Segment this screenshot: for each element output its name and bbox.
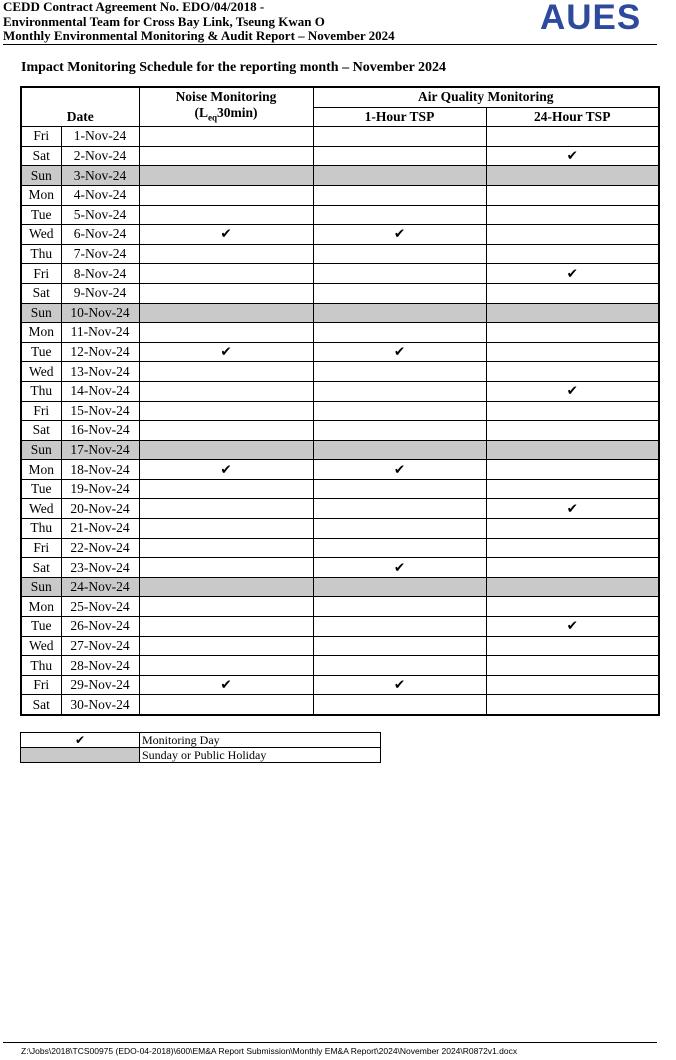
header-line-1: CEDD Contract Agreement No. EDO/04/2018 -	[3, 0, 265, 14]
tsp24-cell	[486, 519, 659, 539]
day-cell: Sun	[21, 577, 61, 597]
noise-cell	[139, 264, 313, 284]
tsp24-cell	[486, 440, 659, 460]
noise-cell	[139, 283, 313, 303]
day-cell: Fri	[21, 675, 61, 695]
tsp24-cell	[486, 558, 659, 578]
date-cell: 30-Nov-24	[61, 695, 139, 715]
tsp1-cell	[313, 558, 486, 578]
noise-cell	[139, 656, 313, 676]
tsp1-cell	[313, 597, 486, 617]
tsp1-cell	[313, 323, 486, 343]
header-divider	[3, 44, 657, 45]
date-cell: 23-Nov-24	[61, 558, 139, 578]
tsp1-cell	[313, 519, 486, 539]
tsp24-cell	[486, 479, 659, 499]
day-cell: Thu	[21, 381, 61, 401]
noise-cell	[139, 440, 313, 460]
check-icon: ✔	[566, 148, 578, 164]
date-cell: 20-Nov-24	[61, 499, 139, 519]
noise-cell	[139, 519, 313, 539]
noise-cell	[139, 362, 313, 382]
tsp1-cell	[313, 225, 486, 245]
schedule-body	[21, 127, 659, 715]
noise-cell	[139, 577, 313, 597]
tsp1-cell	[313, 185, 486, 205]
date-cell: 29-Nov-24	[61, 675, 139, 695]
table-row	[21, 695, 659, 715]
day-cell: Sat	[21, 695, 61, 715]
date-cell: 19-Nov-24	[61, 479, 139, 499]
date-cell: 3-Nov-24	[61, 166, 139, 186]
day-cell: Sun	[21, 440, 61, 460]
tsp1-cell	[313, 695, 486, 715]
tsp24-cell	[486, 323, 659, 343]
table-row	[21, 558, 659, 578]
check-icon: ✔	[220, 226, 232, 242]
date-cell: 15-Nov-24	[61, 401, 139, 421]
tsp1-cell	[313, 401, 486, 421]
tsp24-cell	[486, 303, 659, 323]
date-cell: 5-Nov-24	[61, 205, 139, 225]
check-icon: ✔	[220, 344, 232, 360]
date-cell: 4-Nov-24	[61, 185, 139, 205]
check-icon: ✔	[220, 461, 232, 477]
noise-header-line-1: Noise Monitoring	[175, 88, 277, 104]
day-cell: Fri	[21, 538, 61, 558]
tsp1-cell	[313, 460, 486, 480]
tsp1-cell	[313, 264, 486, 284]
table-row	[21, 597, 659, 617]
check-icon: ✔	[393, 461, 406, 477]
table-row	[21, 401, 659, 421]
table-row	[21, 479, 659, 499]
tsp24-cell	[486, 146, 659, 166]
day-cell: Tue	[21, 342, 61, 362]
table-row	[21, 185, 659, 205]
tsp1-cell	[313, 499, 486, 519]
noise-cell	[139, 421, 313, 441]
check-icon: ✔	[393, 344, 406, 360]
check-icon: ✔	[393, 677, 406, 693]
check-icon: ✔	[566, 265, 578, 281]
check-icon: ✔	[393, 226, 406, 242]
tsp24-cell	[486, 597, 659, 617]
header-line-3: Monthly Environmental Monitoring & Audit Report – November 2024	[3, 28, 395, 43]
tsp1-cell	[313, 577, 486, 597]
legend-check-symbol: ✔	[21, 733, 140, 748]
table-row	[21, 264, 659, 284]
tsp1-cell	[313, 303, 486, 323]
table-row	[21, 146, 659, 166]
day-cell: Mon	[21, 597, 61, 617]
table-row	[21, 127, 659, 147]
report-header	[3, 0, 395, 44]
day-cell: Fri	[21, 401, 61, 421]
date-header	[21, 87, 139, 127]
table-row	[21, 244, 659, 264]
table-row	[21, 342, 659, 362]
tsp24-cell	[486, 342, 659, 362]
noise-cell	[139, 479, 313, 499]
header-line-2: Environmental Team for Cross Bay Link, Tseung Kwan O	[3, 13, 325, 29]
table-row	[21, 636, 659, 656]
check-icon: ✔	[566, 500, 578, 516]
noise-cell	[139, 225, 313, 245]
table-row	[21, 303, 659, 323]
date-cell: 11-Nov-24	[61, 323, 139, 343]
day-cell: Wed	[21, 362, 61, 382]
date-cell: 1-Nov-24	[61, 127, 139, 147]
table-row	[21, 519, 659, 539]
tsp24-cell	[486, 381, 659, 401]
table-row	[21, 656, 659, 676]
date-cell: 26-Nov-24	[61, 617, 139, 637]
noise-cell	[139, 499, 313, 519]
day-cell: Thu	[21, 519, 61, 539]
noise-cell	[139, 127, 313, 147]
tsp24-cell	[486, 460, 659, 480]
day-cell: Mon	[21, 185, 61, 205]
tsp24-cell	[486, 636, 659, 656]
date-cell: 10-Nov-24	[61, 303, 139, 323]
date-cell: 13-Nov-24	[61, 362, 139, 382]
tsp24-cell	[486, 225, 659, 245]
tsp24-cell	[486, 421, 659, 441]
day-cell: Sun	[21, 166, 61, 186]
day-cell: Tue	[21, 479, 61, 499]
day-cell: Wed	[21, 225, 61, 245]
noise-cell	[139, 636, 313, 656]
check-icon: ✔	[566, 618, 578, 634]
noise-cell	[139, 303, 313, 323]
tsp1-cell	[313, 656, 486, 676]
noise-cell	[139, 401, 313, 421]
date-cell: 27-Nov-24	[61, 636, 139, 656]
day-cell: Fri	[21, 264, 61, 284]
date-cell: 16-Nov-24	[61, 421, 139, 441]
tsp24-cell	[486, 283, 659, 303]
footer-divider	[3, 1042, 657, 1043]
date-cell: 18-Nov-24	[61, 460, 139, 480]
noise-cell	[139, 695, 313, 715]
tsp24-cell	[486, 244, 659, 264]
date-header-label: Date	[66, 109, 94, 125]
tsp1-cell	[313, 146, 486, 166]
tsp1-cell	[313, 675, 486, 695]
date-cell: 21-Nov-24	[61, 519, 139, 539]
noise-cell	[139, 342, 313, 362]
day-cell: Sat	[21, 146, 61, 166]
table-row	[21, 617, 659, 637]
legend-holiday-label: Sunday or Public Holiday	[140, 748, 381, 763]
tsp24-cell	[486, 656, 659, 676]
tsp1-cell	[313, 342, 486, 362]
noise-header-line-2: $(L_{eq}30\min)$	[194, 104, 258, 123]
tsp24-cell	[486, 695, 659, 715]
monitoring-schedule-table	[20, 86, 660, 716]
table-row	[21, 499, 659, 519]
tsp24-cell	[486, 166, 659, 186]
tsp1-cell	[313, 479, 486, 499]
day-cell: Thu	[21, 656, 61, 676]
date-cell: 12-Nov-24	[61, 342, 139, 362]
tsp1-cell	[313, 381, 486, 401]
noise-cell	[139, 381, 313, 401]
tsp24-cell	[486, 617, 659, 637]
tsp1-cell	[313, 244, 486, 264]
tsp1-cell	[313, 617, 486, 637]
noise-cell	[139, 558, 313, 578]
tsp1-cell	[313, 538, 486, 558]
aues-logo: AUES	[540, 0, 642, 37]
tsp1-cell	[313, 205, 486, 225]
table-row	[21, 362, 659, 382]
noise-cell	[139, 146, 313, 166]
noise-cell	[139, 166, 313, 186]
tsp1-cell	[313, 283, 486, 303]
day-cell: Tue	[21, 617, 61, 637]
tsp24-cell	[486, 675, 659, 695]
date-cell: 8-Nov-24	[61, 264, 139, 284]
table-row	[21, 460, 659, 480]
noise-cell	[139, 538, 313, 558]
date-cell: 22-Nov-24	[61, 538, 139, 558]
tsp24-cell	[486, 401, 659, 421]
tsp1-cell	[313, 362, 486, 382]
date-cell: 28-Nov-24	[61, 656, 139, 676]
table-row	[21, 675, 659, 695]
tsp24-cell	[486, 362, 659, 382]
day-cell: Thu	[21, 244, 61, 264]
tsp-1hour-header: 1-Hour TSP	[313, 107, 486, 127]
table-row	[21, 440, 659, 460]
date-cell: 25-Nov-24	[61, 597, 139, 617]
day-cell: Sat	[21, 421, 61, 441]
noise-cell	[139, 460, 313, 480]
table-row	[21, 381, 659, 401]
tsp1-cell	[313, 166, 486, 186]
table-row	[21, 323, 659, 343]
noise-cell	[139, 617, 313, 637]
check-icon: ✔	[220, 677, 232, 693]
tsp24-cell	[486, 185, 659, 205]
day-cell: Tue	[21, 205, 61, 225]
legend-holiday-swatch	[21, 748, 140, 763]
table-row	[21, 577, 659, 597]
day-cell: Wed	[21, 636, 61, 656]
tsp24-cell	[486, 499, 659, 519]
tsp24-cell	[486, 205, 659, 225]
check-icon: ✔	[393, 559, 406, 575]
date-cell: 14-Nov-24	[61, 381, 139, 401]
noise-cell	[139, 597, 313, 617]
date-cell: 6-Nov-24	[61, 225, 139, 245]
date-cell: 9-Nov-24	[61, 283, 139, 303]
day-cell: Mon	[21, 323, 61, 343]
table-row	[21, 421, 659, 441]
check-icon: ✔	[566, 383, 578, 399]
legend-table	[20, 732, 381, 763]
legend-monitoring-label: Monitoring Day	[140, 733, 381, 748]
footer-path: Z:\Jobs\2018\TCS00975 (EDO-04-2018)\600\EM&A Report Submission\Monthly EM&A Report\2024\November 2024\R0872v1.docx	[21, 1046, 518, 1056]
noise-cell	[139, 185, 313, 205]
tsp1-cell	[313, 127, 486, 147]
date-cell: 24-Nov-24	[61, 577, 139, 597]
noise-cell	[139, 205, 313, 225]
date-cell: 17-Nov-24	[61, 440, 139, 460]
air-quality-header: Air Quality Monitoring	[313, 87, 659, 107]
tsp24-cell	[486, 127, 659, 147]
day-cell: Mon	[21, 460, 61, 480]
table-row	[21, 283, 659, 303]
day-cell: Sat	[21, 283, 61, 303]
noise-cell	[139, 244, 313, 264]
noise-cell	[139, 675, 313, 695]
tsp1-cell	[313, 440, 486, 460]
day-cell: Sat	[21, 558, 61, 578]
day-cell: Fri	[21, 127, 61, 147]
table-row	[21, 205, 659, 225]
day-cell: Wed	[21, 499, 61, 519]
table-row	[21, 166, 659, 186]
day-cell: Sun	[21, 303, 61, 323]
table-row	[21, 538, 659, 558]
tsp24-cell	[486, 577, 659, 597]
tsp1-cell	[313, 421, 486, 441]
noise-cell	[139, 323, 313, 343]
tsp1-cell	[313, 636, 486, 656]
date-cell: 2-Nov-24	[61, 146, 139, 166]
table-row	[21, 225, 659, 245]
date-cell: 7-Nov-24	[61, 244, 139, 264]
page-title: Impact Monitoring Schedule for the reporting month – November 2024	[21, 60, 447, 75]
tsp-24hour-header: 24-Hour TSP	[486, 107, 659, 127]
noise-header	[139, 87, 313, 127]
tsp24-cell	[486, 264, 659, 284]
tsp24-cell	[486, 538, 659, 558]
